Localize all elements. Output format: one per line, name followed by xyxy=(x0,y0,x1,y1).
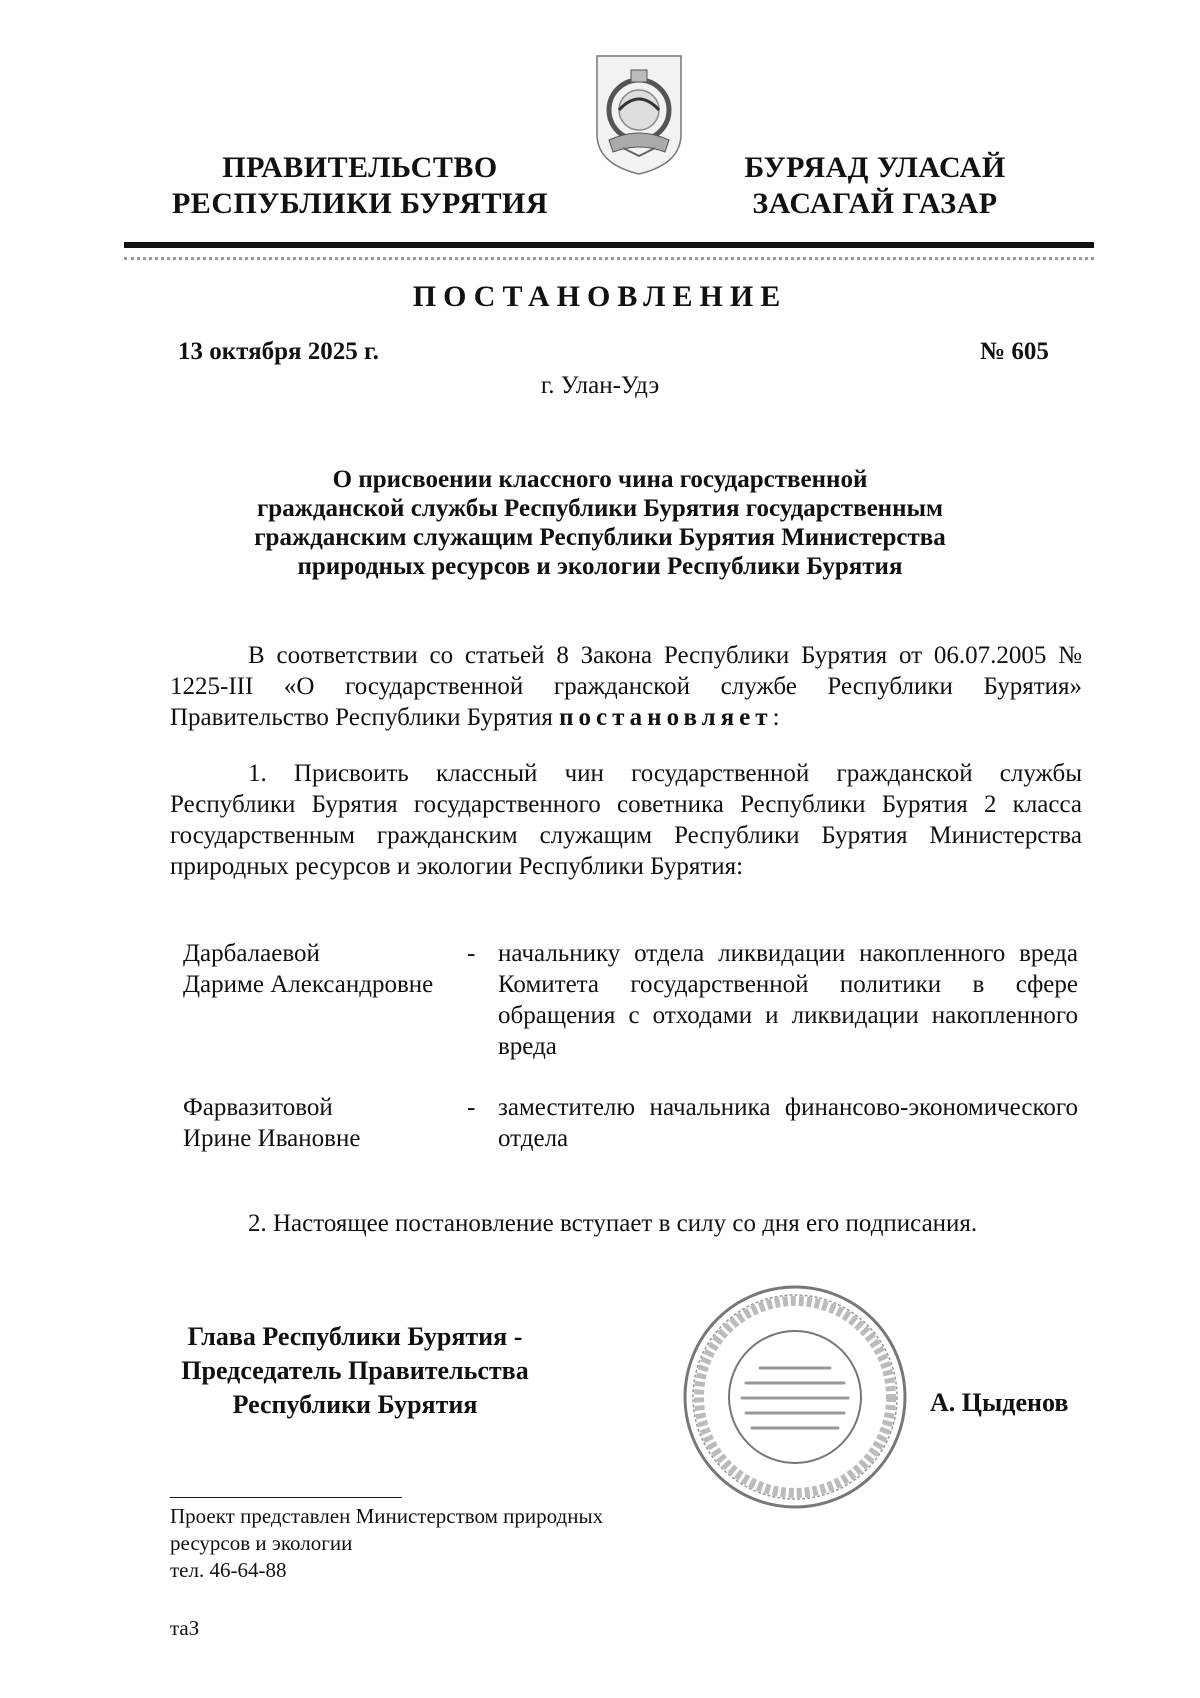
appointee-surname: Дарбалаевой xyxy=(183,940,320,967)
header-left-line1: ПРАВИТЕЛЬСТВО xyxy=(222,151,498,184)
appointee-given-name: Дариме Александровне xyxy=(183,971,434,998)
subject-line: О присвоении классного чина государственной xyxy=(332,466,868,493)
footnote xyxy=(170,1503,603,1584)
document-date: 13 октября 2025 г. xyxy=(178,338,379,365)
document-title: ПОСТАНОВЛЕНИЕ xyxy=(412,280,788,313)
header-right-line1: БУРЯАД УЛАСАЙ xyxy=(744,151,1006,184)
subject-line: природных ресурсов и экологии Республики Бурятия xyxy=(297,553,903,580)
appointee-dash: - xyxy=(467,940,476,967)
subject-line: гражданской службы Республики Бурятия государственным xyxy=(256,495,944,522)
appointee-dash: - xyxy=(467,1094,476,1121)
appointee-position: начальнику отдела ликвидации накопленного вреда Комитета государственной политики в сфере обращения с отходами и ликвидации накопленного вреда xyxy=(498,940,1078,1060)
signatory-title-line: Председатель Правительства xyxy=(181,1356,529,1385)
preamble-text: В соответствии со статьей 8 Закона Республики Бурятия от 06.07.2005 № 1225-III «О государственной гражданской службе Республики Бурятия» Правительство Республики Бурятия xyxy=(170,642,1082,731)
document-subject xyxy=(200,465,1000,581)
coat-of-arms-icon xyxy=(593,52,685,178)
document-number: № 605 xyxy=(980,338,1049,365)
signatory-title-line: Глава Республики Бурятия - xyxy=(187,1322,523,1351)
footnote-line: Проект представлен Министерством природных xyxy=(170,1504,604,1528)
executor-initials: таЗ xyxy=(170,1616,200,1640)
signatory-name: А. Цыденов xyxy=(930,1388,1069,1417)
item-2-paragraph xyxy=(170,1208,1082,1239)
header-left-line2: РЕСПУБЛИКИ БУРЯТИЯ xyxy=(171,187,549,220)
appointee-name xyxy=(183,938,476,1000)
signatory-title-line: Республики Бурятия xyxy=(232,1390,478,1419)
appointee-given-name: Ирине Ивановне xyxy=(183,1125,361,1152)
footnote-divider xyxy=(170,1497,402,1498)
official-seal-icon xyxy=(680,1282,910,1512)
subject-line: гражданским служащим Республики Бурятия Министерства xyxy=(254,524,946,551)
header-left xyxy=(150,150,570,222)
header-divider-thick xyxy=(124,242,1094,248)
footnote-line: ресурсов и экологии xyxy=(170,1531,353,1555)
preamble-paragraph xyxy=(170,640,1082,733)
appointee-surname: Фарвазитовой xyxy=(183,1094,333,1121)
preamble-end: : xyxy=(772,704,780,731)
item-1-paragraph xyxy=(170,758,1082,882)
document-city: г. Улан-Удэ xyxy=(540,372,660,399)
item-2-text: 2. Настоящее постановление вступает в силу со дня его подписания. xyxy=(248,1210,978,1237)
footnote-phone: тел. 46-64-88 xyxy=(170,1558,287,1582)
header-right xyxy=(690,150,1060,222)
header-divider-dotted xyxy=(124,257,1094,260)
item-1-text: 1. Присвоить классный чин государственной гражданской службы Республики Бурятия государственного советника Республики Бурятия 2 класса государственным гражданским служащим Республики Бурятия Министерства природных ресурсов и экологии Республики Бурятия: xyxy=(170,760,1082,880)
appointee-name xyxy=(183,1092,476,1154)
header-right-line2: ЗАСАГАЙ ГАЗАР xyxy=(752,187,998,220)
preamble-keyword: постановляет xyxy=(559,704,773,731)
signatory-title xyxy=(150,1320,560,1422)
appointee-position: заместителю начальника финансово-экономического отдела xyxy=(498,1094,1078,1152)
